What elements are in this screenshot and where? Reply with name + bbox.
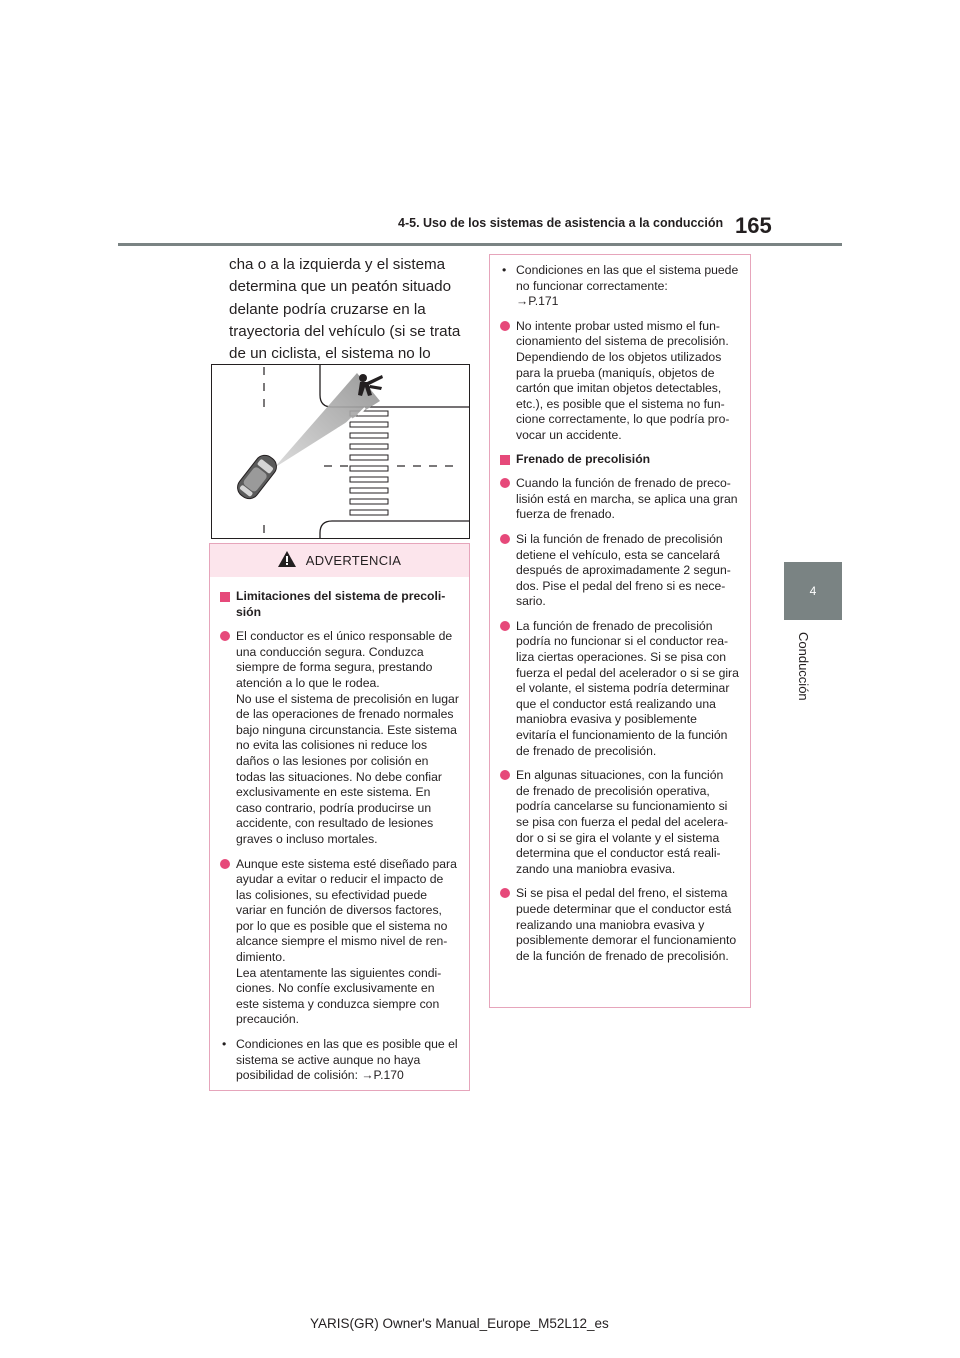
warning-box-continued — [489, 254, 751, 1008]
warning-item: La función de frenado de precolisión podría no funcionar si el conductor realiza ciertas operaciones. Si se pisa con fuerza el pedal del acelerador o si se gira el volante, el sistema podría determinar que el conductor está realizando una maniobra evasiva y posiblemente evitaría el funcionamiento de la función de frenado de precolisión. — [500, 619, 740, 759]
warning-item: Si se pisa el pedal del freno, el sistema puede determinar que el conductor está realizando una maniobra evasiva y posiblemente demorar el funcionamiento de la función de frenado de precolisión. — [500, 886, 740, 964]
pedestrian-crossing-illustration — [211, 364, 470, 539]
warning-item: Aunque este sistema esté diseñado para ayudar a evitar o reducir el impacto de las colisiones, su efectividad puede variar en función de diversos factores, por lo que es posible que el sistema no alcance siempre el mismo nivel de rendimiento. Lea atentamente las siguientes condiciones. No confíe exclusivamente en este sistema y conduzca siempre con precaución. — [220, 857, 459, 1029]
chapter-tab: 4 — [784, 562, 842, 620]
warning-item: Cuando la función de frenado de precolisión está en marcha, se aplica una gran fuerza de frenado. — [500, 476, 740, 523]
chapter-title: Conducción — [796, 632, 811, 701]
warning-item: Si la función de frenado de precolisión detiene el vehículo, esta se cancelará después de aproximadamente 2 segundos. Pise el pedal del freno si es necesario. — [500, 532, 740, 610]
page-number: 165 — [735, 213, 772, 238]
footer-manual-id: YARIS(GR) Owner's Manual_Europe_M52L12_es — [310, 1316, 609, 1331]
precollision-braking-heading: Frenado de precolisión — [500, 452, 740, 468]
warning-item: No intente probar usted mismo el funcionamiento del sistema de precolisión. Dependiendo de los objetos utilizados para la prueba (maniquís, objetos de cartón que imitan objetos detectables, etc.), es posible que el sistema no funcione correctamente, lo que podría provocar un accidente. — [500, 319, 740, 444]
warning-box — [209, 543, 470, 1091]
warning-heading: Limitaciones del sistema de precolisión — [220, 589, 459, 620]
intro-paragraph: cha o a la izquierda y el sistema determina que un peatón situado delante podría cruzarse en la trayectoria del vehículo (si se trata de un ciclista, el sistema no lo — [229, 256, 461, 363]
warning-bullet: • Condiciones en las que el sistema puede no funcionar correctamente: →P.171 — [500, 263, 740, 310]
header-section-title: 4-5. Uso de los sistemas de asistencia a la conducción — [398, 216, 724, 230]
warning-bullet: • Condiciones en las que es posible que el sistema se active aunque no haya posibilidad de colisión: →P.170 — [220, 1037, 459, 1084]
warning-item: El conductor es el único responsable de una conducción segura. Conduzca siempre de forma segura, prestando atención a lo que le rodea. No use el sistema de precolisión en lugar de las operaciones de frenado normales bajo ninguna circunstancia. Este sistema no evita las colisiones ni reduce los daños o las lesiones por colisión en todas las situaciones. No debe confiar exclusivamente en este sistema. En caso contrario, podría producirse un accidente, con resultado de lesiones graves o incluso mortales. — [220, 629, 459, 847]
warning-item: En algunas situaciones, con la función de frenado de precolisión operativa, podría cancelarse su funcionamiento si se pisa con fuerza el pedal del acelerador o si se gira el volante y el sistema determina que el conductor está realizando una maniobra evasiva. — [500, 768, 740, 877]
warning-title: ADVERTENCIA — [305, 553, 402, 568]
warning-header — [210, 544, 469, 577]
warning-triangle-icon — [278, 551, 296, 570]
header-rule — [118, 243, 842, 246]
